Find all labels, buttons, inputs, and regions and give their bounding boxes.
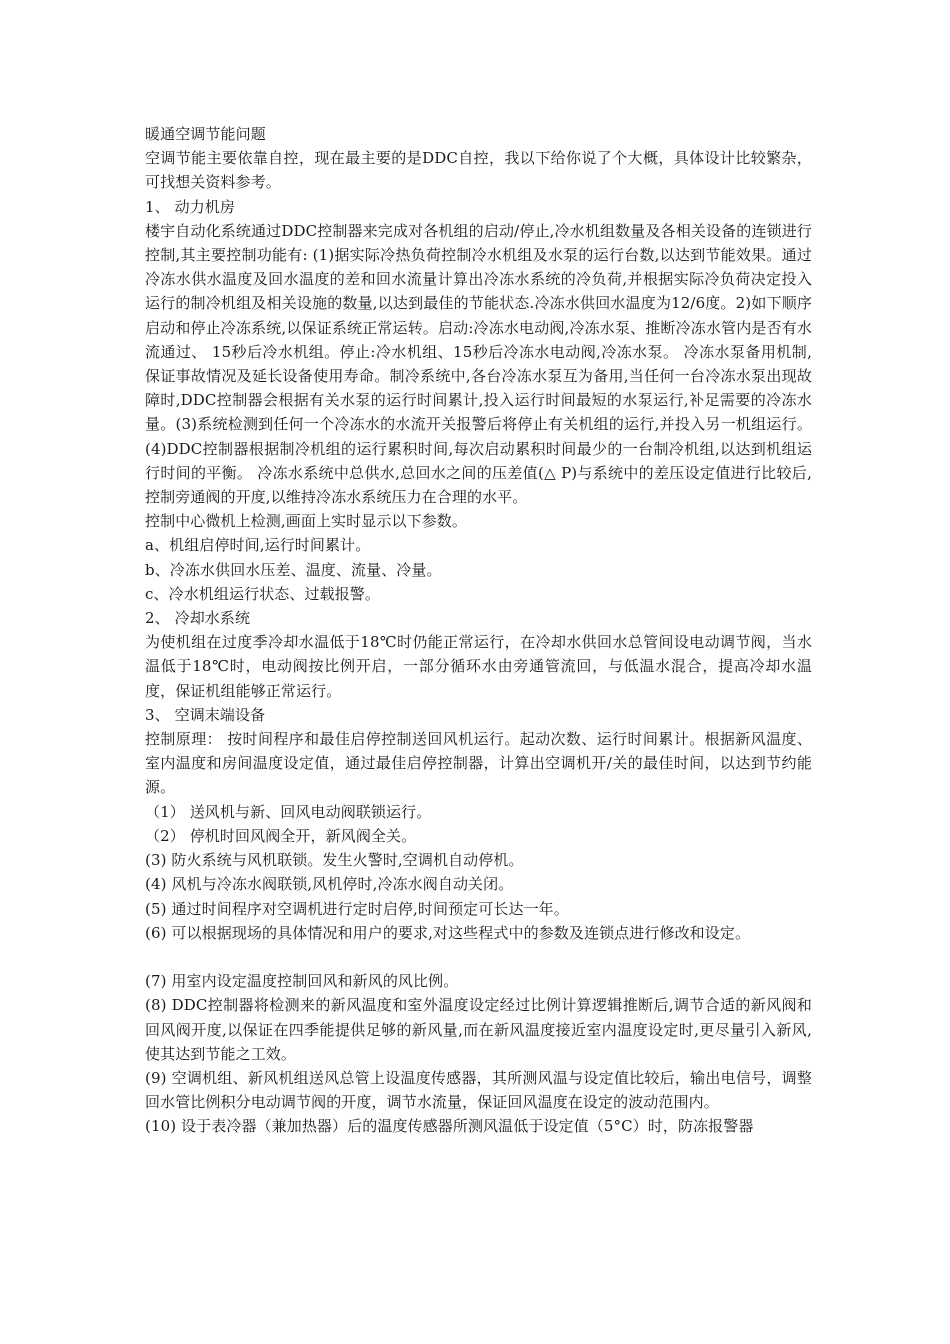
- body-paragraph-power-room: 楼宇自动化系统通过DDC控制器来完成对各机组的启动/停止,冷水机组数量及各相关设备的连锁进行控制,其主要控制功能有: (1)据实际冷热负荷控制冷水机组及水泵的运行台数,以达到节能效果。通过冷冻水供水温度及回水温度的差和回水流量计算出冷冻水系统的冷负荷,并根据实际冷负荷决定投入运行的制冷机组及相关设施的数量,以达到最佳的节能状态.冷冻水供回水温度为12/6度。2)如下顺序启动和停止冷冻系统,以保证系统正常运转。启动:冷冻水电动阀,冷冻水泵、推断冷冻水管内是否有水流通过、 15秒后冷水机组。停止:冷水机组、15秒后冷冻水电动阀,冷冻水泵。 冷冻水泵备用机制,保证事故情况及延长设备使用寿命。制冷系统中,各台冷冻水泵互为备用,当任何一台冷冻水泵出现故障时,DDC控制器会根据有关水泵的运行时间累计,投入运行时间最短的水泵运行,补足需要的冷冻水量。(3)系统检测到任何一个冷冻水的水流开关报警后将停止有关机组的运行,并投入另一机组运行。(4)DDC控制器根据制冷机组的运行累积时间,每次启动累积时间最少的一台制冷机组,以达到机组运行时间的平衡。 冷冻水系统中总供水,总回水之间的压差值(△ P)与系统中的差压设定值进行比较后,控制旁通阀的开度,以维持冷冻水系统压力在合理的水平。: [145, 221, 812, 507]
- list-item-2: （2） 停机时回风阀全开，新风阀全关。: [145, 826, 417, 845]
- list-item-b: b、冷冻水供回水压差、温度、流量、冷量。: [145, 560, 442, 579]
- section-heading-power-room: 1、 动力机房: [145, 197, 236, 216]
- list-item-6: (6) 可以根据现场的具体情况和用户的要求,对这些程式中的参数及连锁点进行修改和设定。: [145, 923, 751, 942]
- body-paragraph-control-principle: 控制原理： 按时间程序和最佳启停控制送回风机运行。起动次数、运行时间累计。根据新风温度、室内温度和房间温度设定值，通过最佳启停控制器，计算出空调机开/关的最佳时间，以达到节约能源。: [145, 730, 812, 797]
- body-paragraph-cooling-water: 为使机组在过度季冷却水温低于18℃时仍能正常运行，在冷却水供回水总管间设电动调节阀，当水温低于18℃时，电动阀按比例开启，一部分循环水由旁通管流回，与低温水混合，提高冷却水温度，保证机组能够正常运行。: [145, 633, 812, 700]
- blank-line: [145, 945, 812, 969]
- section-heading-cooling-water: 2、 冷却水系统: [145, 609, 251, 628]
- section-heading-terminal-equipment: 3、 空调末端设备: [145, 705, 266, 724]
- body-paragraph-monitoring: 控制中心微机上检测,画面上实时显示以下参数。: [145, 512, 467, 531]
- document-body: [145, 122, 812, 1139]
- list-item-8: (8) DDC控制器将检测来的新风温度和室外温度设定经过比例计算逻辑推断后,调节合适的新风阀和回风阀开度,以保证在四季能提供足够的新风量,而在新风温度接近室内温度设定时,更尽量引入新风,使其达到节能之工效。: [145, 996, 812, 1063]
- list-item-1: （1） 送风机与新、回风电动阀联锁运行。: [145, 802, 432, 821]
- list-item-4: (4) 风机与冷冻水阀联锁,风机停时,冷冻水阀自动关闭。: [145, 875, 514, 894]
- list-item-5: (5) 通过时间程序对空调机进行定时启停,时间预定可长达一年。: [145, 899, 569, 918]
- list-item-c: c、冷水机组运行状态、过载报警。: [145, 584, 381, 603]
- document-title: 暖通空调节能问题: [145, 125, 266, 143]
- list-item-a: a、机组启停时间,运行时间累计。: [145, 536, 371, 555]
- intro-paragraph: 空调节能主要依靠自控，现在最主要的是DDC自控，我以下给你说了个大概，具体设计比较繁杂，可找想关资料参考。: [145, 149, 812, 192]
- list-item-7: (7) 用室内设定温度控制回风和新风的风比例。: [145, 972, 459, 991]
- list-item-9: (9) 空调机组、新风机组送风总管上设温度传感器，其所测风温与设定值比较后，输出电信号，调整回水管比例积分电动调节阀的开度，调节水流量，保证回风温度在设定的波动范围内。: [145, 1068, 812, 1112]
- list-item-10: (10) 设于表冷器（兼加热器）后的温度传感器所测风温低于设定值（5°C）时，防冻报警器: [145, 1117, 754, 1136]
- list-item-3: (3) 防火系统与风机联锁。发生火警时,空调机自动停机。: [145, 851, 524, 870]
